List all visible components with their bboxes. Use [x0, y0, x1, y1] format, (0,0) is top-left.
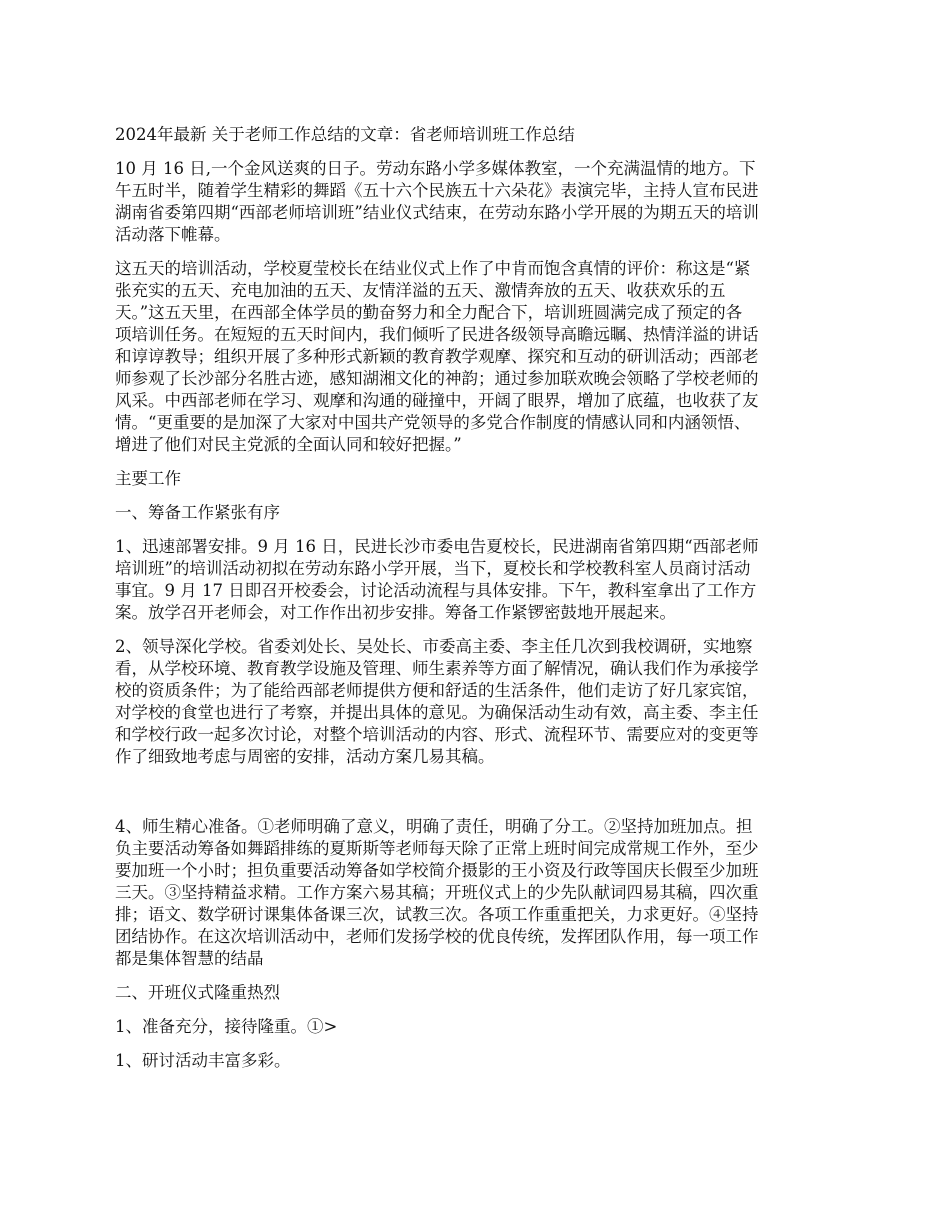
- text-line: 培训班”的培训活动初拟在劳动东路小学开展，当下，夏校长和学校教科室人员商讨活动: [115, 559, 751, 578]
- text-line: 三天。③坚持精益求精。工作方案六易其稿；开班仪式上的少先队献词四易其稿，四次重: [115, 883, 759, 902]
- section-heading-main-work: [115, 468, 841, 490]
- paragraph-reception: [115, 1016, 841, 1038]
- text-line: 校的资质条件；为了能给西部老师提供方便和舒适的生活条件，他们走访了好几家宾馆，: [115, 681, 759, 700]
- text-line: 1、迅速部署安排。9 月 16 日，民进长沙市委电告夏校长，民进湖南省第四期“西部老师: [115, 537, 759, 556]
- text-line: 1、研讨活动丰富多彩。: [115, 1051, 291, 1070]
- document-page: [115, 124, 841, 1084]
- text-line: 天。”这五天里，在西部全体学员的勤奋努力和全力配合下，培训班圆满完成了预定的各: [115, 303, 743, 322]
- text-line: 张充实的五天、充电加油的五天、友情洋溢的五天、激情奔放的五天、收获欢乐的五: [115, 281, 726, 300]
- blank-gap: [115, 780, 841, 816]
- text-line: 排；语文、数学研讨课集体备课三次，试教三次。各项工作重重把关，力求更好。④坚持: [115, 905, 759, 924]
- paragraph-opening: [115, 158, 841, 246]
- text-line: 事宜。9 月 17 日即召开校委会，讨论活动流程与具体安排。下午，教科室拿出了工作方: [115, 581, 757, 600]
- text-line: 活动落下帷幕。: [115, 225, 231, 244]
- paragraph-item-2: [115, 636, 841, 768]
- document-title: [115, 124, 841, 146]
- text-line: 情。“更重要的是加深了大家对中国共产党领导的多党合作制度的情感认同和内涵领悟、: [115, 413, 751, 432]
- paragraph-item-1: [115, 536, 841, 624]
- heading-line: 主要工作: [115, 469, 181, 488]
- text-line: 10 月 16 日,一个金风送爽的日子。劳动东路小学多媒体教室，一个充满温情的地方。下: [115, 159, 756, 178]
- title-line: 2024年最新 关于老师工作总结的文章：省老师培训班工作总结: [115, 125, 575, 144]
- text-line: 增进了他们对民主党派的全面认同和较好把握。”: [115, 435, 462, 454]
- paragraph-item-4: [115, 816, 841, 970]
- text-line: 这五天的培训活动，学校夏莹校长在结业仪式上作了中肯而饱含真情的评价：称这是“紧: [115, 259, 751, 278]
- section-heading-opening-ceremony: [115, 982, 841, 1004]
- text-line: 案。放学召开老师会，对工作作出初步安排。筹备工作紧锣密鼓地开展起来。: [115, 603, 676, 622]
- text-line: 午五时半，随着学生精彩的舞蹈《五十六个民族五十六朵花》表演完毕，主持人宣布民进: [115, 181, 759, 200]
- text-line: 项培训任务。在短短的五天时间内，我们倾听了民进各级领导高瞻远瞩、热情洋溢的讲话: [115, 325, 759, 344]
- text-line: 2、领导深化学校。省委刘处长、吴处长、市委高主委、李主任几次到我校调研，实地察: [115, 637, 753, 656]
- text-line: 对学校的食堂也进行了考察，并提出具体的意见。为确保活动生动有效，高主委、李主任: [115, 703, 759, 722]
- text-line: 作了细致地考虑与周密的安排，活动方案几易其稿。: [115, 747, 495, 766]
- text-line: 和谆谆教导；组织开展了多种形式新颖的教育教学观摩、探究和互动的研训活动；西部老: [115, 347, 759, 366]
- paragraph-research-activities: [115, 1050, 841, 1072]
- heading-line: 一、筹备工作紧张有序: [115, 503, 280, 522]
- text-line: 1、准备充分，接待隆重。①>: [115, 1017, 338, 1036]
- text-line: 和学校行政一起多次讨论，对整个培训活动的内容、形式、流程环节、需要应对的变更等: [115, 725, 759, 744]
- text-line: 看，从学校环境、教育教学设施及管理、师生素养等方面了解情况，确认我们作为承接学: [115, 659, 759, 678]
- text-line: 师参观了长沙部分名胜古迹，感知湖湘文化的神韵；通过参加联欢晚会领略了学校老师的: [115, 369, 759, 388]
- text-line: 4、师生精心准备。①老师明确了意义，明确了责任，明确了分工。②坚持加班加点。担: [115, 817, 753, 836]
- text-line: 都是集体智慧的结晶: [115, 949, 264, 968]
- section-heading-preparation: [115, 502, 841, 524]
- text-line: 湖南省委第四期“西部老师培训班”结业仪式结束，在劳动东路小学开展的为期五天的培训: [115, 203, 759, 222]
- text-line: 风采。中西部老师在学习、观摩和沟通的碰撞中，开阔了眼界，增加了底蕴，也收获了友: [115, 391, 759, 410]
- text-line: 负主要活动筹备如舞蹈排练的夏斯斯等老师每天除了正常上班时间完成常规工作外，至少: [115, 839, 759, 858]
- text-line: 团结协作。在这次培训活动中，老师们发扬学校的优良传统，发挥团队作用，每一项工作: [115, 927, 759, 946]
- text-line: 要加班一个小时；担负重要活动筹备如学校简介摄影的王小资及行政等国庆长假至少加班: [115, 861, 759, 880]
- paragraph-evaluation: [115, 258, 841, 456]
- heading-line: 二、开班仪式隆重热烈: [115, 983, 280, 1002]
